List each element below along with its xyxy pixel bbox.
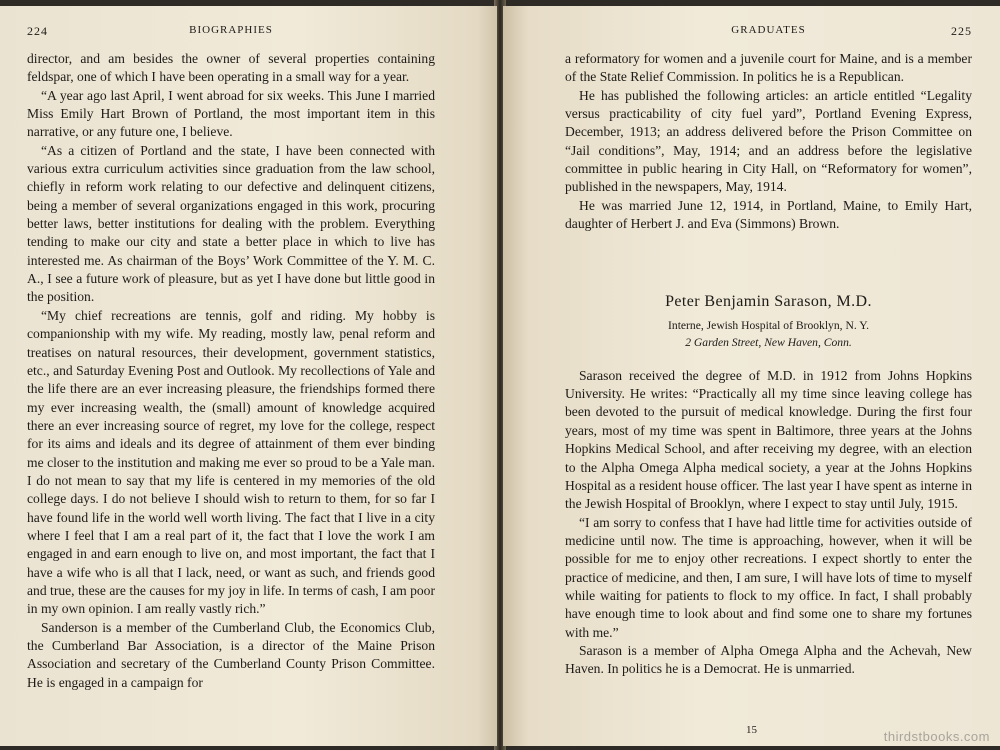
right-page [503, 6, 1000, 746]
page-number-right: 225 [951, 24, 972, 38]
running-title-right: GRADUATES [731, 24, 806, 36]
watermark-text: thirdstbooks.com [883, 729, 990, 744]
right-page-text-bottom [565, 367, 972, 679]
running-title-left: BIOGRAPHIES [189, 24, 273, 36]
biography-heading [565, 293, 972, 350]
page-number-left: 224 [27, 24, 48, 38]
paragraph: “A year ago last April, I went abroad for six weeks. This June I married Miss Emily Hart Brown of Portland, the most important item in this narrative, or any future one, I believe. [27, 87, 435, 140]
paragraph: “My chief recreations are tennis, golf and riding. My hobby is companionship with my wife. My reading, mostly law, penal reform and treatises on natural resources, their development, government statistics, etc., and Saturday Evening Post and Outlook. My recollections of Yale and the life there are an ever increasing pleasure, the friendships formed there my ever increasing wealth, the (small) amount of knowledge acquired there an ever increasing source of regret, my love for the college, respect for its aims and ideals and its degree of attainment of them ever binding me closer to the institution and making me ever so proud to be a Yale man. I do not mean to say that my life is centered in my memories of the old college days. I do not believe I should wish to return to them, for so far I have found life in the world well worth living. The fact that I live in a city where I feel that I am a real part of it, the fact that I love the work I am engaged in and earn enough to live on, and most important, the fact that I have a wife who is all that I lack, need, or want as such, and friends good and true, these are the causes for my joy in life. In terms of cash, I am poor in my own opinion. I am really vastly rich.” [27, 307, 435, 617]
running-head-right [565, 24, 972, 50]
right-page-text-top [565, 50, 972, 233]
entry-name: Peter Benjamin Sarason, M.D. [665, 293, 872, 311]
paragraph: He has published the following articles: an article entitled “Legality versus practicability of city fuel yard”, Portland Evening Express, December, 1913; an address delivered before the Prison Committee on “Jail conditions”, May, 1914; and an address before the legislative committee in public hearing in City Hall, on “Reformatory for women”, published in the newspapers, May, 1914. [565, 87, 972, 195]
paragraph: Sanderson is a member of the Cumberland Club, the Economics Club, the Cumberland Bar Association, is a director of the Maine Prison Association and secretary of the Cumberland County Prison Committee. He is engaged in a campaign for [27, 619, 435, 690]
paragraph: “As a citizen of Portland and the state, I have been connected with various extra curriculum activities since graduation from the law school, chiefly in reform work relating to our defective and delinquent citizens, being a member of several organizations engaged in this work, procuring better laws, better institutions for dealing with the problem. Everything tending to make our city and state a better place in which to live has interested me. As chairman of the Boys’ Work Committee of the Y. M. C. A., I see a future work of pleasure, but as yet I have done but little good in the position. [27, 142, 435, 305]
paragraph: “I am sorry to confess that I have had little time for activities outside of medicine until now. The time is approaching, however, when it will be possible for me to enjoy other recreations. I expect shortly to enter the practice of medicine, and then, I am sure, I will have lots of time to myself while waiting for patients to flock to my office. In fact, I shall probably have enough time to look about and find some one to share my fortunes with me.” [565, 514, 972, 640]
entry-position: Interne, Jewish Hospital of Brooklyn, N. Y. [668, 318, 869, 332]
paragraph: Sarason is a member of Alpha Omega Alpha and the Achevah, New Haven. In politics he is a Democrat. He is unmarried. [565, 642, 972, 677]
left-page-text [27, 50, 435, 692]
entry-address: 2 Garden Street, New Haven, Conn. [685, 335, 852, 349]
paragraph: director, and am besides the owner of several properties containing feldspar, one of which I have been operating in a small way for a year. [27, 51, 435, 85]
signature-mark: 15 [746, 724, 757, 736]
paragraph: a reformatory for women and a juvenile court for Maine, and is a member of the State Relief Commission. In politics he is a Republican. [565, 51, 972, 85]
paragraph: He was married June 12, 1914, in Portland, Maine, to Emily Hart, daughter of Herbert J. and Eva (Simmons) Brown. [565, 197, 972, 232]
running-head-left [27, 24, 435, 50]
paragraph: Sarason received the degree of M.D. in 1912 from Johns Hopkins University. He writes: “Practically all my time since leaving college has been devoted to the pursuit of medical knowledge. During the first four years, most of my time was spent in Baltimore, three years at the Johns Hopkins Medical School, and after receiving my degree, with an election to the Alpha Omega Alpha medical society, a year at the Johns Hopkins Hospital as a resident house officer. The last year I have spent as interne in the Jewish Hospital of Brooklyn, where I expect to stay until July, 1915. [565, 367, 972, 512]
left-page [0, 6, 497, 746]
